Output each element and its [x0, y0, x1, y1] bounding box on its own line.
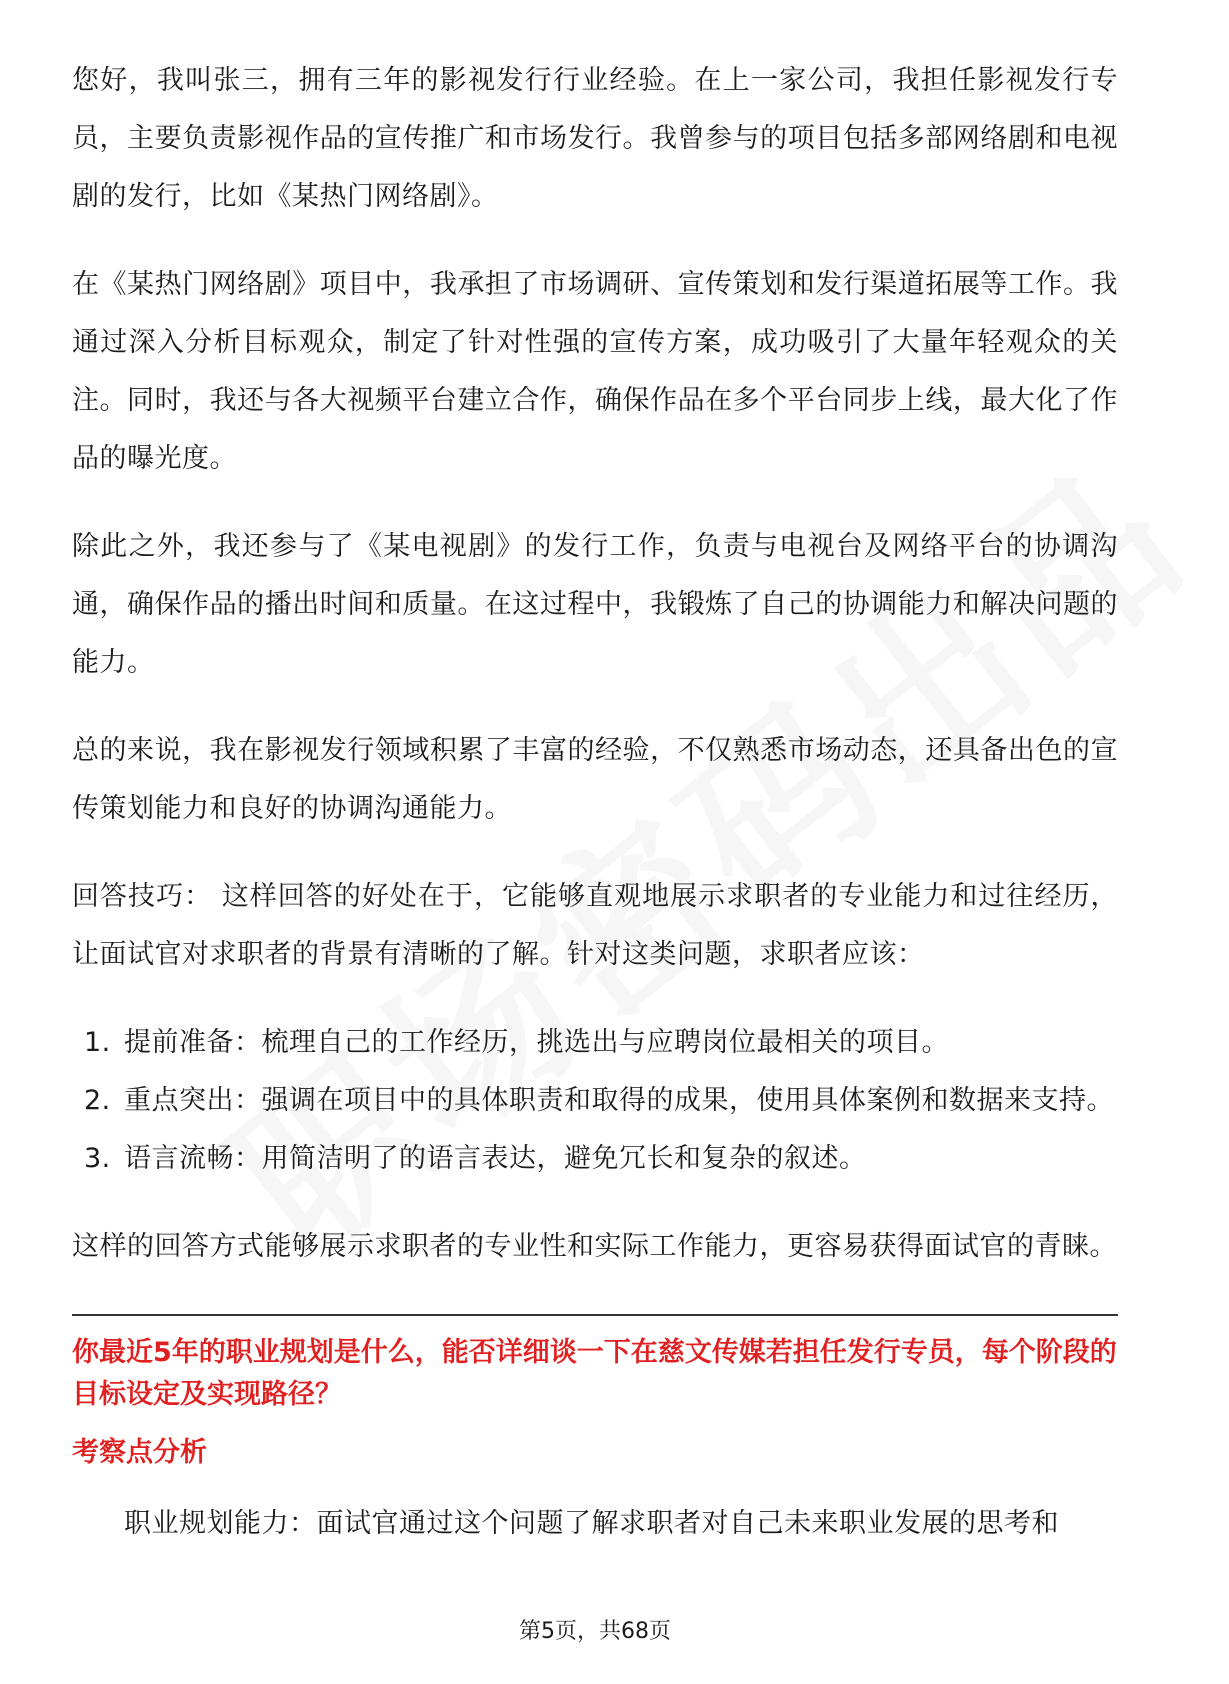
list-item [72, 1014, 1118, 1072]
paragraph-intro: 您好，我叫张三，拥有三年的影视发行行业经验。在上一家公司，我担任影视发行专员，主要负责影视作品的宣传推广和市场发行。我曾参与的项目包括多部网络剧和电视剧的发行，比如《某热门网络剧》。 [72, 65, 1118, 212]
paragraph-summary: 总的来说，我在影视发行领域积累了丰富的经验，不仅熟悉市场动态，还具备出色的宣传策划能力和良好的协调沟通能力。 [72, 735, 1118, 824]
page-footer: 第5页，共68页 [519, 1619, 671, 1644]
list-text: 语言流畅：用简洁明了的语言表达，避免冗长和复杂的叙述。 [124, 1143, 867, 1174]
list-number: 1. [84, 1027, 111, 1058]
list-text: 重点突出：强调在项目中的具体职责和取得的成果，使用具体案例和数据来支持。 [124, 1085, 1114, 1116]
interview-question: 你最近5年的职业规划是什么，能否详细谈一下在慈文传媒若担任发行专员，每个阶段的目标设定及实现路径？ [72, 1337, 1117, 1410]
list-item [72, 1130, 1118, 1188]
list-number: 3. [84, 1143, 111, 1174]
paragraph-tv-drama: 除此之外，我还参与了《某电视剧》的发行工作，负责与电视台及网络平台的协调沟通，确保作品的播出时间和质量。在这过程中，我锻炼了自己的协调能力和解决问题的能力。 [72, 531, 1118, 678]
paragraph-project: 在《某热门网络剧》项目中，我承担了市场调研、宣传策划和发行渠道拓展等工作。我通过深入分析目标观众，制定了针对性强的宣传方案，成功吸引了大量年轻观众的关注。同时，我还与各大视频平台建立合作，确保作品在多个平台同步上线，最大化了作品的曝光度。 [72, 269, 1118, 474]
tips-list [72, 1014, 1118, 1188]
list-number: 2. [84, 1085, 111, 1116]
document-page [72, 52, 1118, 1539]
list-text: 提前准备：梳理自己的工作经历，挑选出与应聘岗位最相关的项目。 [124, 1027, 949, 1058]
paragraph-closing: 这样的回答方式能够展示求职者的专业性和实际工作能力，更容易获得面试官的青睐。 [72, 1231, 1117, 1262]
paragraph-answer-tips: 回答技巧： 这样回答的好处在于，它能够直观地展示求职者的专业能力和过往经历，让面试官对求职者的背景有清晰的了解。针对这类问题，求职者应该： [72, 881, 1118, 970]
cutoff-text: 职业规划能力：面试官通过这个问题了解求职者对自己未来职业发展的思考和 [124, 1508, 1059, 1539]
section-divider [72, 1314, 1118, 1316]
section-heading: 考察点分析 [72, 1437, 207, 1468]
list-item [72, 1072, 1118, 1130]
